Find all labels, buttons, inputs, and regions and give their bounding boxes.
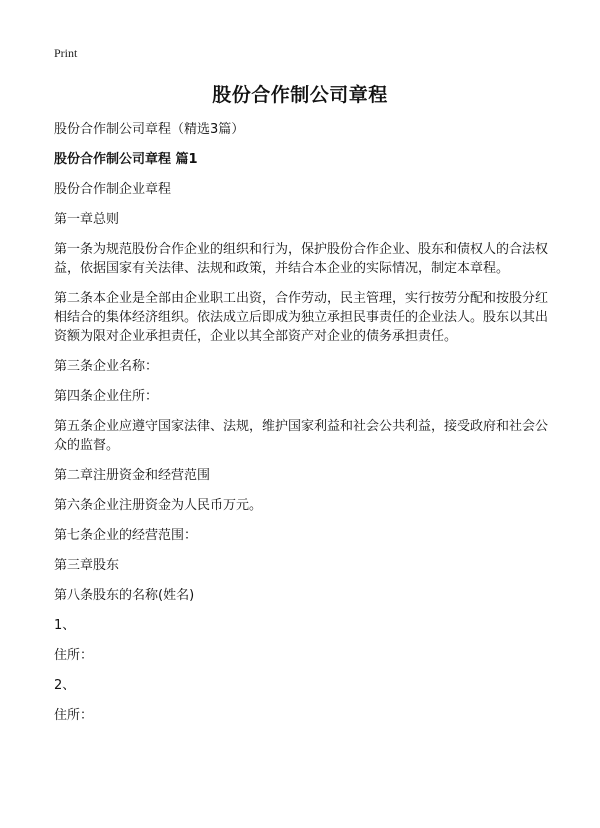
document-subtitle: 股份合作制公司章程（精选3篇）	[54, 122, 245, 137]
paragraph: 第一章总则	[54, 212, 120, 227]
paragraph: 1、	[54, 618, 76, 633]
paragraph: 第三章股东	[54, 558, 120, 573]
paragraph: 2、	[54, 678, 76, 693]
paragraph: 第四条企业住所：	[54, 389, 159, 404]
paragraph: 住所：	[54, 708, 94, 723]
page-title: 股份合作制公司章程	[212, 84, 388, 106]
paragraph: 股份合作制企业章程	[54, 182, 172, 197]
document-body	[54, 120, 548, 736]
paragraph: 第七条企业的经营范围：	[54, 528, 198, 543]
paragraph: 第五条企业应遵守国家法律、法规，维护国家利益和社会公共利益，接受政府和社会公众的监督。	[54, 419, 549, 453]
paragraph: 第六条企业注册资金为人民币万元。	[54, 498, 263, 513]
article-heading: 股份合作制公司章程 篇1	[54, 152, 198, 167]
paragraph: 第一条为规范股份合作企业的组织和行为，保护股份合作企业、股东和债权人的合法权益，依据国家有关法律、法规和政策，并结合本企业的实际情况，制定本章程。	[54, 242, 549, 276]
paragraph: 第二章注册资金和经营范围	[54, 468, 211, 483]
paragraph: 第三条企业名称：	[54, 359, 159, 374]
paragraph: 第二条本企业是全部由企业职工出资，合作劳动，民主管理，实行按劳分配和按股分红相结合的集体经济组织。依法成立后即成为独立承担民事责任的企业法人。股东以其出资额为限对企业承担责任，企业以其全部资产对企业的债务承担责任。	[54, 291, 549, 344]
paragraph: 第八条股东的名称(姓名)	[54, 588, 195, 603]
print-label: Print	[54, 46, 78, 60]
paragraph: 住所：	[54, 648, 94, 663]
